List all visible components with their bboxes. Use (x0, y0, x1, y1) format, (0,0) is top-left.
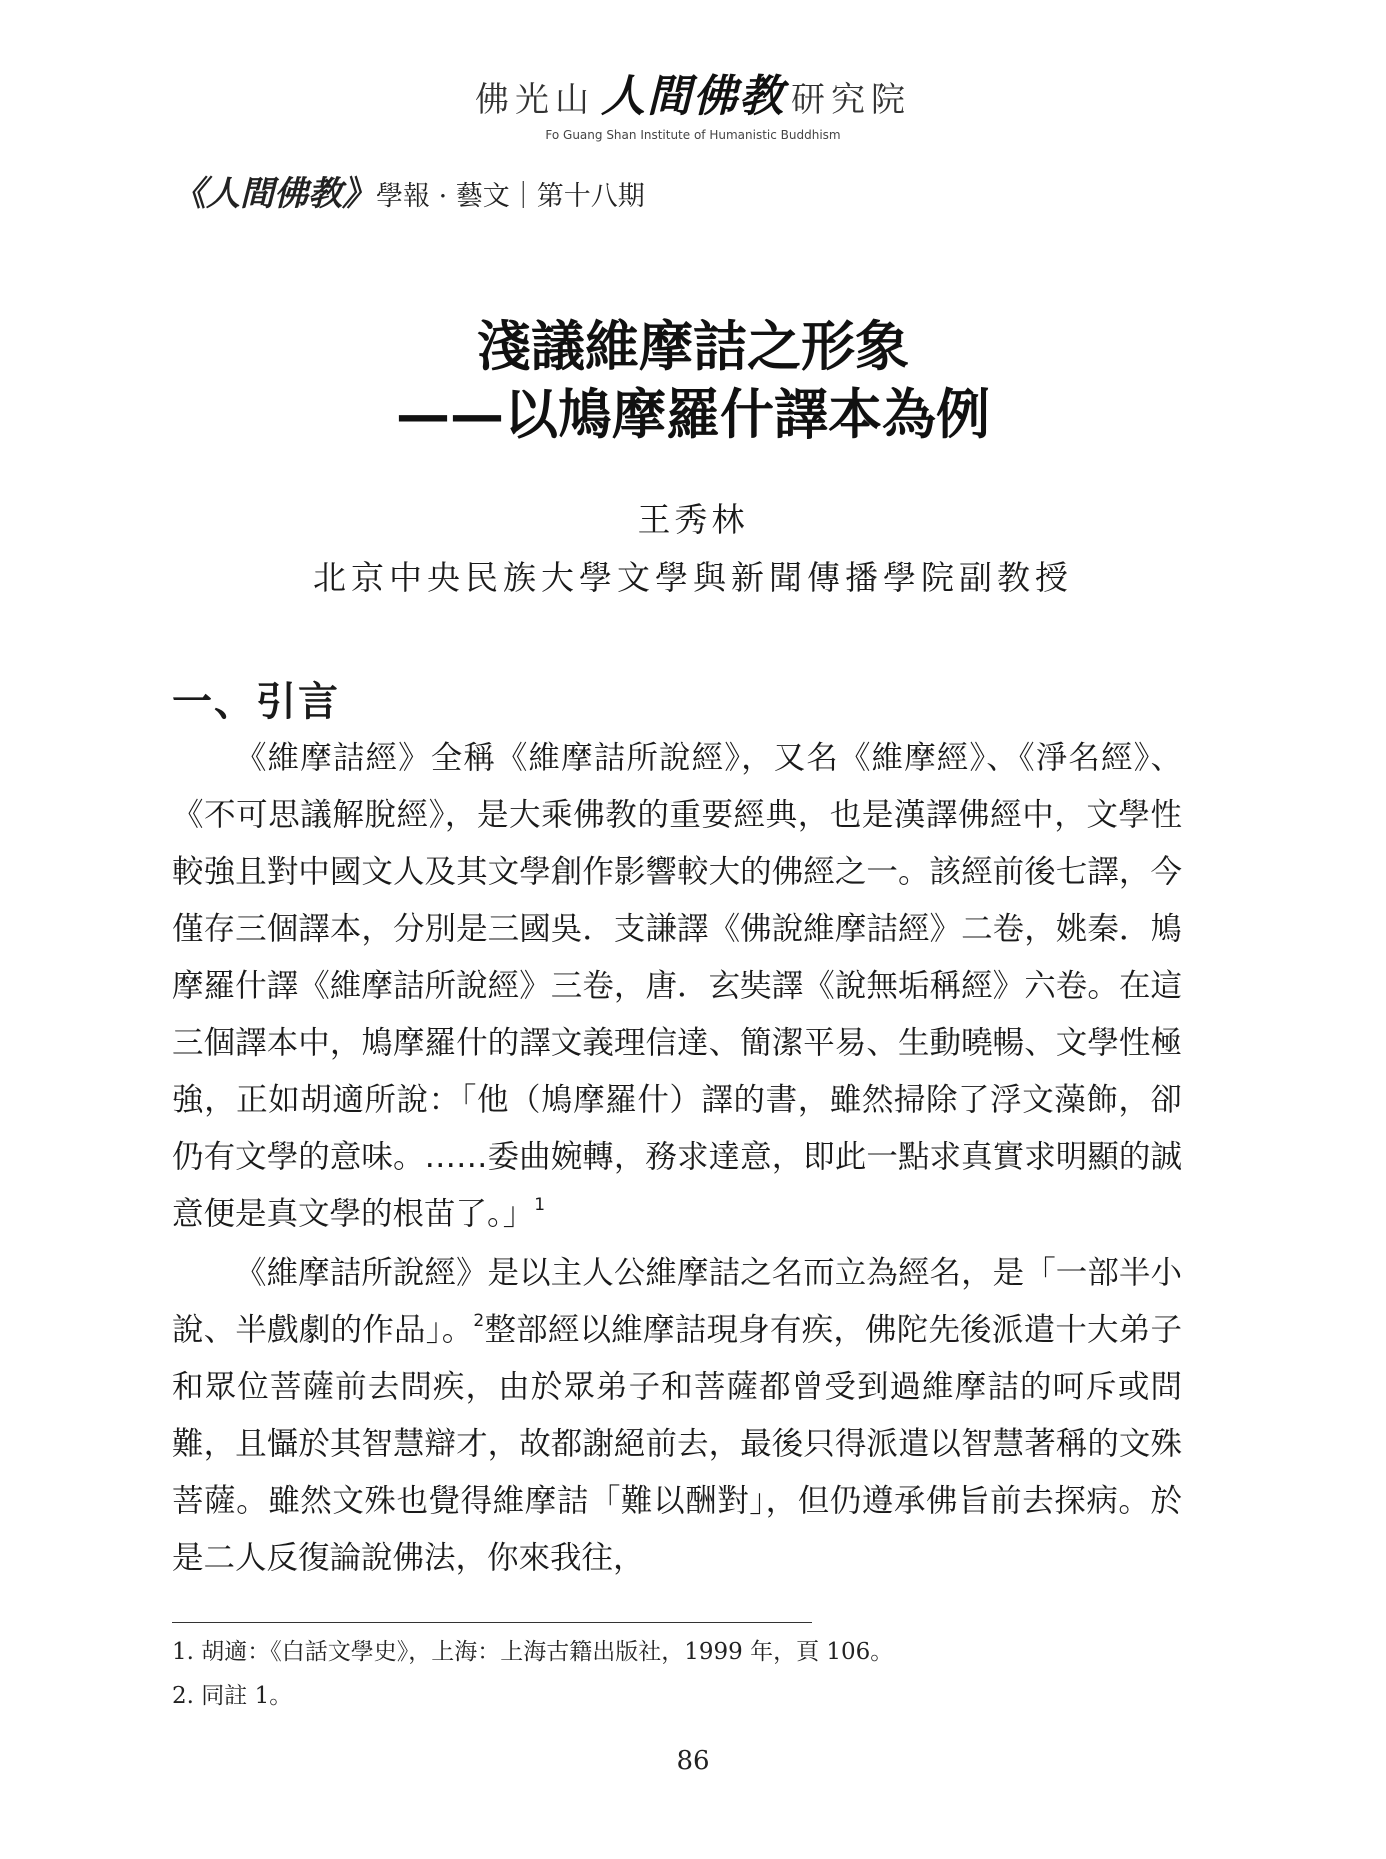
article-title: 淺議維摩詰之形象 (477, 314, 909, 378)
journal-logo: 《人間佛教》 (172, 174, 376, 214)
paragraph-1-text: 《維摩詰經》全稱《維摩詰所說經》，又名《維摩經》、《淨名經》、《不可思議解脫經》，是大乘佛教的重要經典，也是漢譯佛經中，文學性較強且對中國文人及其文學創作影響較大的佛經之一。該經前後七譯，今僅存三個譯本，分別是三國吳．支謙譯《佛說維摩詰經》二卷，姚秦．鳩摩羅什譯《維摩詰所說經》三卷，唐．玄奘譯《說無垢稱經》六卷。在這三個譯本中，鳩摩羅什的譯文義理信達、簡潔平易、生動曉暢、文學性極強，正如胡適所說：「他（鳩摩羅什）譯的書，雖然掃除了浮文藻飾，卻仍有文學的意味。……委曲婉轉，務求達意，即此一點求真實求明顯的誠意便是真文學的根苗了。」 (172, 740, 1182, 1232)
institute-header (0, 60, 1386, 142)
footnotes (172, 1630, 1182, 1718)
journal-issue: 學報 · 藝文｜第十八期 (376, 181, 645, 212)
institute-english-name: Fo Guang Shan Institute of Humanistic Buddhism (545, 128, 841, 142)
footnote-1: 1. 胡適：《白話文學史》，上海：上海古籍出版社，1999 年，頁 106。 (172, 1639, 894, 1665)
page-number: 86 (676, 1746, 710, 1776)
body-text (172, 730, 1182, 1587)
section-heading: 一、引言 (172, 678, 340, 725)
institute-suffix: 研究院 (791, 80, 911, 120)
paragraph-2 (172, 1245, 1182, 1587)
institute-prefix: 佛光山 (475, 80, 595, 120)
footnote-divider (172, 1622, 812, 1623)
paragraph-1 (172, 730, 1182, 1243)
institute-logo: 人間佛教 (601, 71, 785, 122)
journal-running-head (172, 166, 645, 215)
paragraph-2-text-b: 整部經以維摩詰現身有疾，佛陀先後派遣十大弟子和眾位菩薩前去問疾，由於眾弟子和菩薩都曾受到過維摩詰的呵斥或問難，且懾於其智慧辯才，故都謝絕前去，最後只得派遣以智慧著稱的文殊菩薩。雖然文殊也覺得維摩詰「難以酬對」，但仍遵承佛旨前去探病。於是二人反復論說佛法，你來我往， (172, 1312, 1182, 1576)
institute-name (475, 60, 911, 124)
article-subtitle: ——以鳩摩羅什譯本為例 (396, 382, 990, 446)
footnote-ref-2[interactable]: 2 (473, 1311, 485, 1331)
author-name: 王秀林 (637, 500, 749, 539)
paragraph-2-text-a: 《維摩詰所說經》是以主人公維摩詰之名而立為經名，是「一部半小說、半戲劇的作品」。 (172, 1255, 1182, 1348)
author-affiliation: 北京中央民族大學文學與新聞傳播學院副教授 (313, 558, 1073, 597)
footnote-ref-1[interactable]: 1 (534, 1195, 546, 1215)
footnote-2: 2. 同註 1。 (172, 1683, 293, 1709)
